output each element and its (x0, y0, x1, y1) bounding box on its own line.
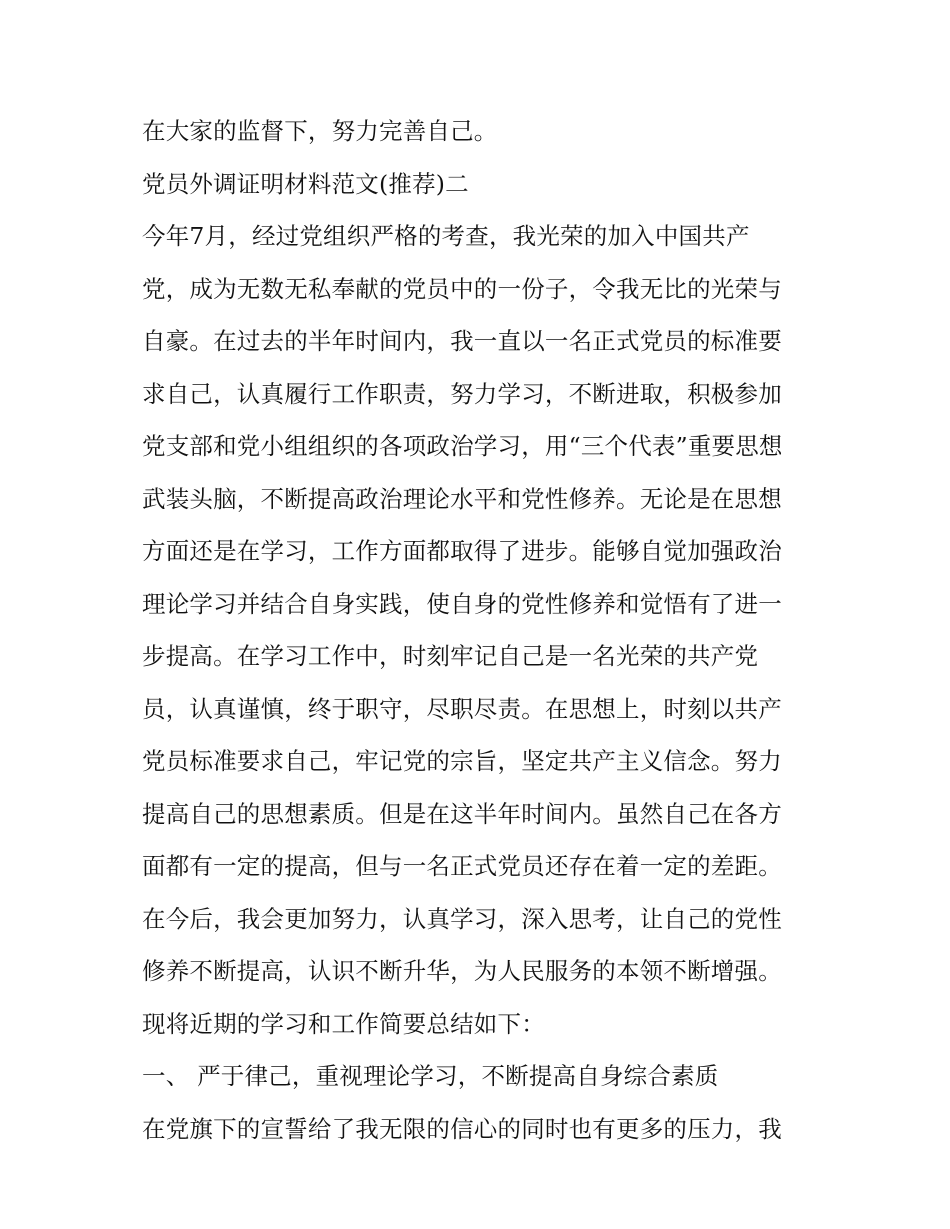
text-line: 面都有一定的提高，但与一名正式党员还存在着一定的差距。 (142, 852, 782, 880)
text-line: 理论学习并结合自身实践，使自身的党性修养和觉悟有了进一 (142, 589, 782, 618)
text-line: 在党旗下的宣誓给了我无限的信心的同时也有更多的压力，我 (142, 1114, 782, 1143)
list-item-heading: 一、 严于律己，重视理论学习，不断提高自身综合素质 (142, 1062, 719, 1090)
text-line: 党，成为无数无私奉献的党员中的一份子，令我无比的光荣与 (142, 274, 782, 303)
text-line: 步提高。在学习工作中，时刻牢记自己是一名光荣的共产党 (142, 642, 759, 670)
text-line: 在今后，我会更加努力，认真学习，深入思考，让自己的党性 (142, 904, 782, 933)
text-line: 武装头脑，不断提高政治理论水平和党性修养。无论是在思想 (142, 484, 782, 513)
text-line: 党员标准要求自己，牢记党的宗旨，坚定共产主义信念。努力 (142, 747, 782, 775)
text-line: 党支部和党小组组织的各项政治学习，用“三个代表”重要思想 (142, 432, 783, 460)
text-line-closing: 在大家的监督下，努力完善自己。 (142, 117, 498, 145)
text-line: 求自己，认真履行工作职责，努力学习，不断进取，积极参加 (142, 379, 782, 408)
section-heading: 党员外调证明材料范文(推荐)二 (142, 169, 469, 198)
text-line: 员，认真谨慎，终于职守，尽职尽责。在思想上，时刻以共产 (142, 694, 782, 723)
document-body (142, 105, 832, 1155)
text-line: 方面还是在学习，工作方面都取得了进步。能够自觉加强政治 (142, 537, 782, 565)
text-line: 现将近期的学习和工作简要总结如下： (142, 1009, 545, 1038)
text-line: 提高自己的思想素质。但是在这半年时间内。虽然自己在各方 (142, 799, 782, 828)
text-line: 修养不断提高，认识不断升华，为人民服务的本领不断增强。 (142, 957, 782, 985)
text-line: 自豪。在过去的半年时间内，我一直以一名正式党员的标准要 (142, 327, 782, 355)
text-line: 今年7月，经过党组织严格的考查，我光荣的加入中国共产 (142, 222, 750, 250)
